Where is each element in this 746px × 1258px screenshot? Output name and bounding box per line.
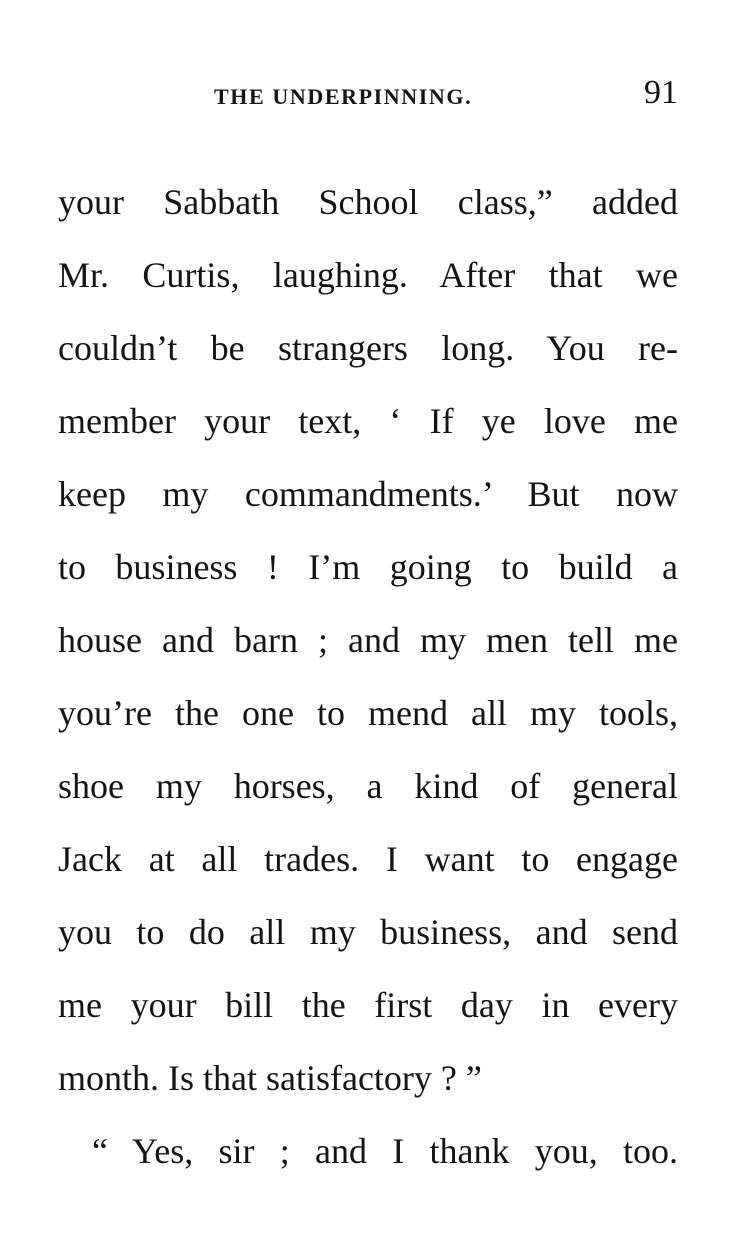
running-title: THE UNDERPINNING. bbox=[214, 84, 473, 109]
text-line: keep my commandments.’ But now bbox=[58, 474, 678, 514]
text-line: your Sabbath School class,” added bbox=[58, 182, 678, 222]
text-line: to business ! I’m going to build a bbox=[58, 547, 678, 587]
text-line: couldn’t be strangers long. You re- bbox=[58, 328, 678, 368]
text-line-paragraph-start: “ Yes, sir ; and I thank you, too. bbox=[92, 1131, 678, 1171]
text-line: you’re the one to mend all my tools, bbox=[58, 693, 678, 733]
text-line: member your text, ‘ If ye love me bbox=[58, 401, 678, 441]
text-line: Mr. Curtis, laughing. After that we bbox=[58, 255, 678, 295]
text-line: shoe my horses, a kind of general bbox=[58, 766, 678, 806]
text-line: month. Is that satisfactory ? ” bbox=[58, 1058, 482, 1098]
text-line: Jack at all trades. I want to engage bbox=[58, 839, 678, 879]
text-line: me your bill the first day in every bbox=[58, 985, 678, 1025]
body-text bbox=[58, 172, 678, 1194]
page-number: 91 bbox=[644, 74, 678, 111]
running-header bbox=[0, 74, 746, 118]
text-line: house and barn ; and my men tell me bbox=[58, 620, 678, 660]
text-line: you to do all my business, and send bbox=[58, 912, 678, 952]
